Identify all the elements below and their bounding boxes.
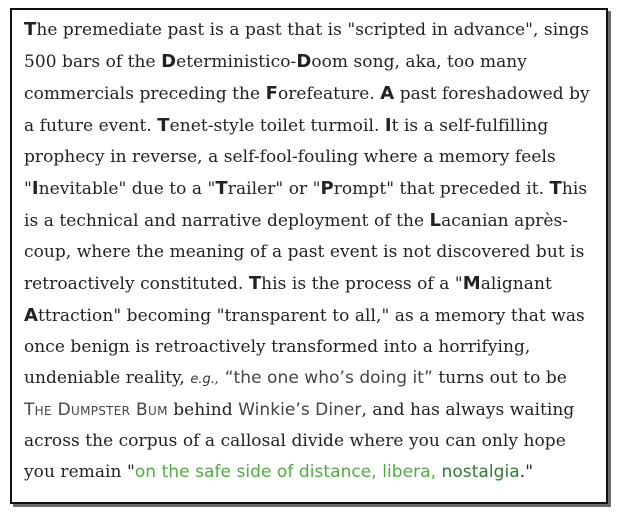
closing-quote: ." [519,462,534,482]
lacanian: acanian après-coup, where the meaning of a past event is not discovered but is retroactively constituted. [24,211,585,294]
dumpster-bum: The Dumpster Bum [24,400,168,420]
eg-abbrev: e.g., [190,372,220,387]
doom-song: oom song, aka, too many commercials preceding the [24,52,527,104]
cap-i-2: I [31,178,39,199]
malignant: alignant [480,274,552,294]
prompt: rompt" that preceded it. [333,179,550,199]
cap-f: F [265,83,278,104]
cap-d-1: D [161,51,177,72]
process-of: his is the process of a " [261,274,463,294]
deterministico: eterministico- [176,52,297,72]
self-fulfilling: t is a self-fulfilling prophecy in reverse, a self-fool-fouling where a memory feels " [24,116,556,199]
cap-t-5: T [248,273,262,294]
sentence-1: he premediate past is a past that is "scripted in advance", sings 500 bars of the [24,20,589,72]
cap-i: I [384,115,392,136]
attraction: ttraction" becoming "transparent to all," as a memory that was once benign is retroactively transformed into a horrifying, undeniable reality, [24,306,585,388]
passage [24,14,596,488]
trailer: railer" or " [227,179,321,199]
quote-one-who: “the one who’s doing it” [219,368,433,388]
technical-deployment: his is a technical and narrative deployment of the [24,179,588,231]
cap-p: P [320,178,334,199]
forefeature: orefeature. [277,84,381,104]
cap-l: L [429,210,442,231]
nostalgia: nostalgia [441,462,520,482]
text-panel [10,8,608,504]
turns-out: turns out to be [432,368,567,388]
callosal-divide: , and has always waiting across the corpus of a callosal divide where you can only hope you remain " [24,400,575,482]
behind: behind [167,400,239,420]
cap-t-3: T [215,178,228,199]
drop-cap-t: T [24,19,37,40]
cap-t-4: T [549,178,562,199]
safe-side-distance: on the safe side of distance, libera, [134,462,442,482]
cap-a-2: A [24,305,38,326]
cap-m: M [462,273,481,294]
cap-t-2: T [157,115,170,136]
inevitable: nevitable" due to a " [38,179,216,199]
tenet: enet-style toilet turmoil. [169,116,385,136]
winkies-diner: Winkie’s Diner [238,400,362,420]
cap-a: A [380,83,395,104]
cap-d-2: D [296,51,312,72]
past-foreshadowed: past foreshadowed by a future event. [24,84,590,136]
